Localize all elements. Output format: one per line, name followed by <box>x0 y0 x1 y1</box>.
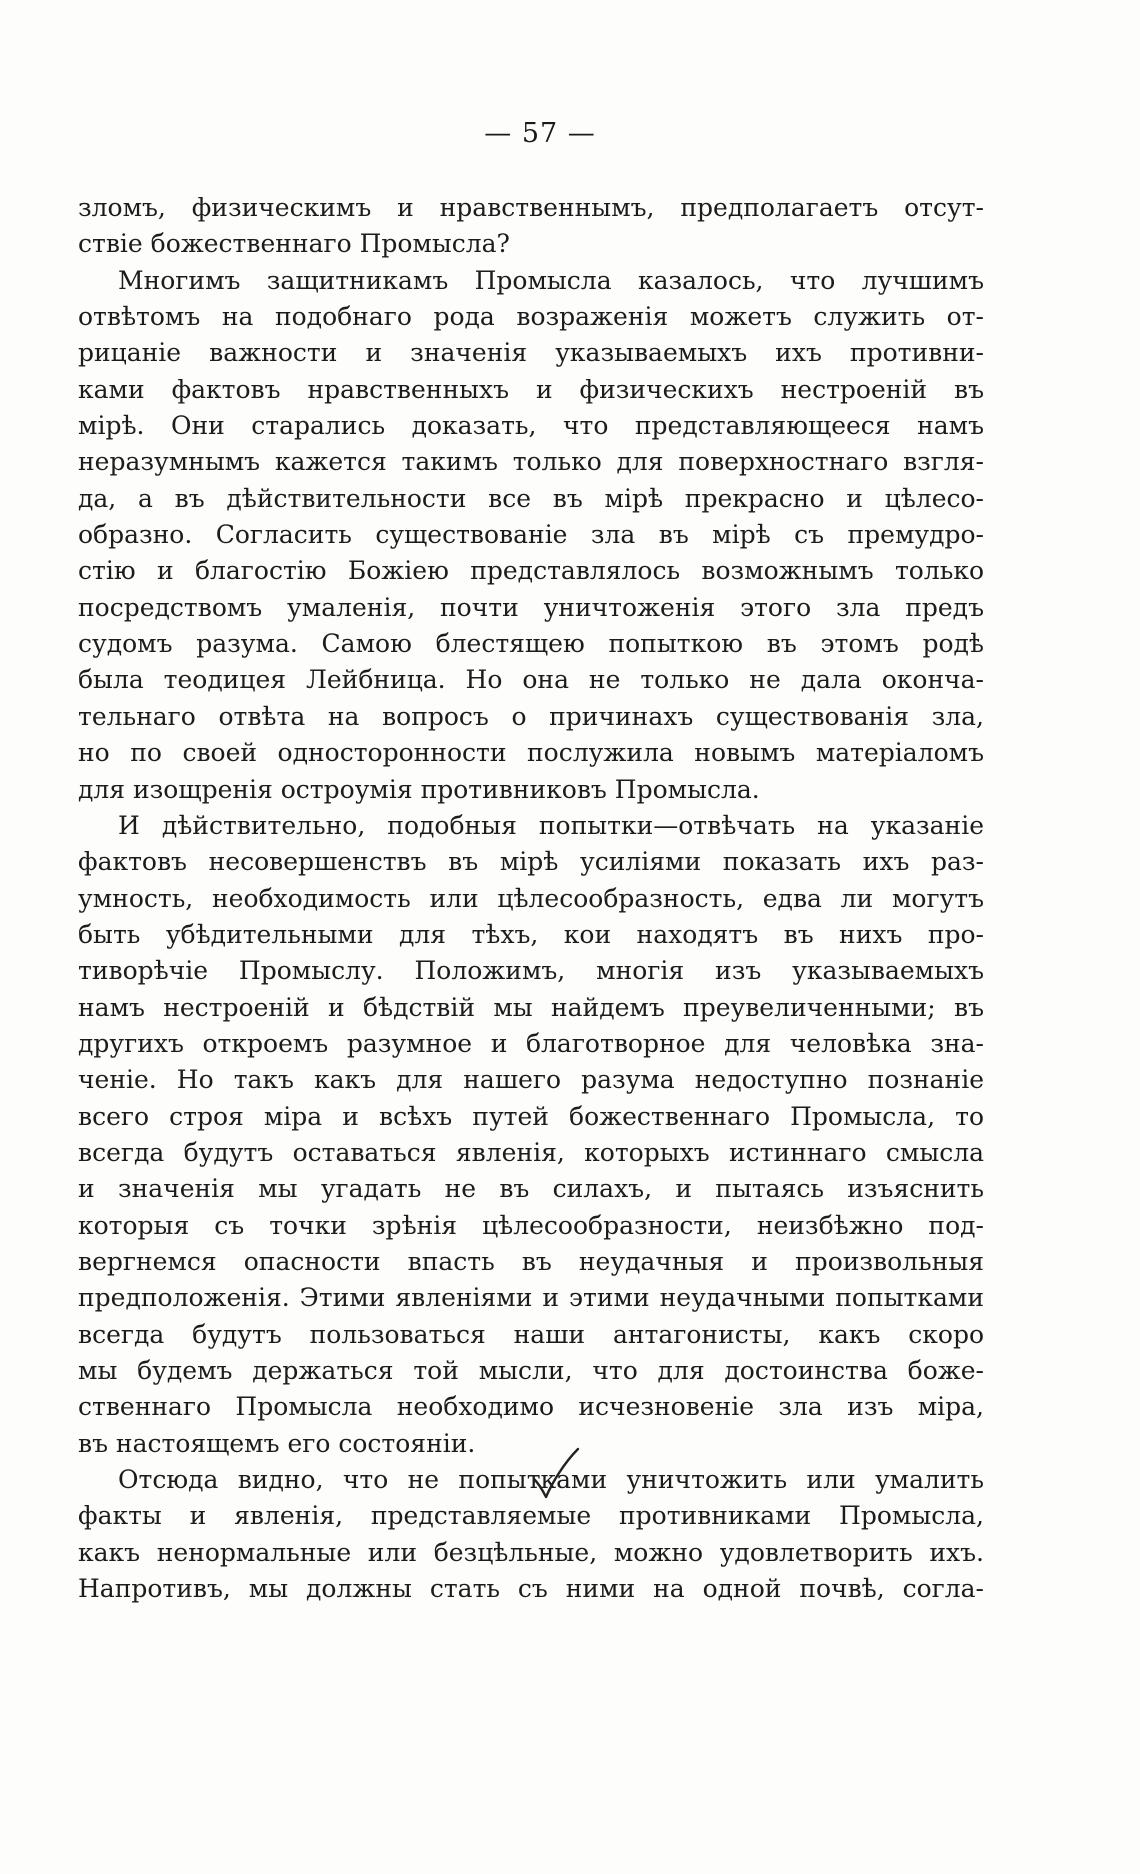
text-line: въ настоящемъ его состояніи. <box>78 1428 476 1458</box>
text-line: намъ нестроеній и бѣдствій мы найдемъ преувеличенными; въ <box>78 992 984 1022</box>
text-line: зломъ, физическимъ и нравственнымъ, предполагаетъ отсут- <box>78 193 984 222</box>
text-line: всего строя міра и всѣхъ путей божественнаго Промысла, то <box>78 1101 984 1131</box>
text-line: да, а въ дѣйствительности все въ мірѣ прекрасно и цѣлесо- <box>78 483 984 513</box>
text-line: и значенія мы угадать не въ силахъ, и пытаясь изъяснить <box>78 1174 984 1204</box>
text-line: но по своей односторонности послужила новымъ матеріаломъ <box>78 738 984 768</box>
text-line: быть убѣдительными для тѣхъ, кои находятъ въ нихъ про- <box>78 919 984 949</box>
text-line: ственнаго Промысла необходимо исчезновеніе зла изъ міра, <box>78 1392 984 1422</box>
text-line: Напротивъ, мы должны стать съ ними на одной почвѣ, согла- <box>78 1574 984 1604</box>
text-line: рицаніе важности и значенія указываемыхъ ихъ противни- <box>78 338 984 368</box>
text-line: И дѣйствительно, подобныя попытки—отвѣчать на указаніе <box>118 810 984 840</box>
text-line: тельнаго отвѣта на вопросъ о причинахъ существованія зла, <box>78 701 984 731</box>
text-line: неразумнымъ кажется такимъ только для поверхностнаго взгля- <box>78 447 984 477</box>
text-line: другихъ откроемъ разумное и благотворное для человѣка зна- <box>78 1028 984 1058</box>
text-line: ствіе божественнаго Промысла? <box>78 229 510 259</box>
text-line: ченіе. Но такъ какъ для нашего разума недоступно познаніе <box>78 1065 984 1095</box>
text-line: тиворѣчіе Промыслу. Положимъ, многія изъ указываемыхъ <box>78 956 984 986</box>
handwritten-checkmark-icon <box>530 1445 582 1505</box>
text-line: мы будемъ держаться той мысли, что для достоинства боже- <box>78 1356 984 1385</box>
text-line: была теодицея Лейбница. Но она не только не дала оконча- <box>78 665 984 695</box>
text-line: судомъ разума. Самою блестящею попыткою въ этомъ родѣ <box>78 629 984 659</box>
text-line: образно. Согласить существованіе зла въ мірѣ съ премудро- <box>78 520 984 550</box>
text-line: для изощренія остроумія противниковъ Промысла. <box>78 774 760 804</box>
text-line: умность, необходимость или цѣлесообразность, едва ли могутъ <box>78 883 984 913</box>
text-line: всегда будутъ оставаться явленія, которыхъ истиннаго смысла <box>78 1137 984 1167</box>
text-line: Отсюда видно, что не попытками уничтожить или умалить <box>118 1465 984 1495</box>
text-line: мірѣ. Они старались доказать, что представляющееся намъ <box>78 411 984 441</box>
text-line: предположенія. Этими явленіями и этими неудачными попытками <box>78 1283 984 1313</box>
text-line: посредствомъ умаленія, почти уничтоженія этого зла предъ <box>78 592 984 622</box>
text-line: которыя съ точки зрѣнія цѣлесообразности, неизбѣжно под- <box>78 1210 984 1240</box>
text-line: отвѣтомъ на подобнаго рода возраженія можетъ служить от- <box>78 302 984 332</box>
text-line: всегда будутъ пользоваться наши антагонисты, какъ скоро <box>78 1319 984 1349</box>
text-line: какъ ненормальные или безцѣльные, можно удовлетворить ихъ. <box>78 1537 984 1567</box>
text-line: Многимъ защитникамъ Промысла казалось, что лучшимъ <box>118 265 984 295</box>
text-line: ками фактовъ нравственныхъ и физическихъ нестроеній въ <box>78 374 984 404</box>
page-number: — 57 — <box>484 118 596 149</box>
text-line: вергнемся опасности впасть въ неудачныя и произвольныя <box>78 1246 984 1276</box>
text-line: факты и явленія, представляемые противниками Промысла, <box>78 1501 984 1531</box>
body-text <box>78 190 984 1607</box>
text-line: фактовъ несовершенствъ въ мірѣ усиліями показать ихъ раз- <box>78 847 984 877</box>
text-line: стію и благостію Божіею представлялось возможнымъ только <box>78 556 984 586</box>
